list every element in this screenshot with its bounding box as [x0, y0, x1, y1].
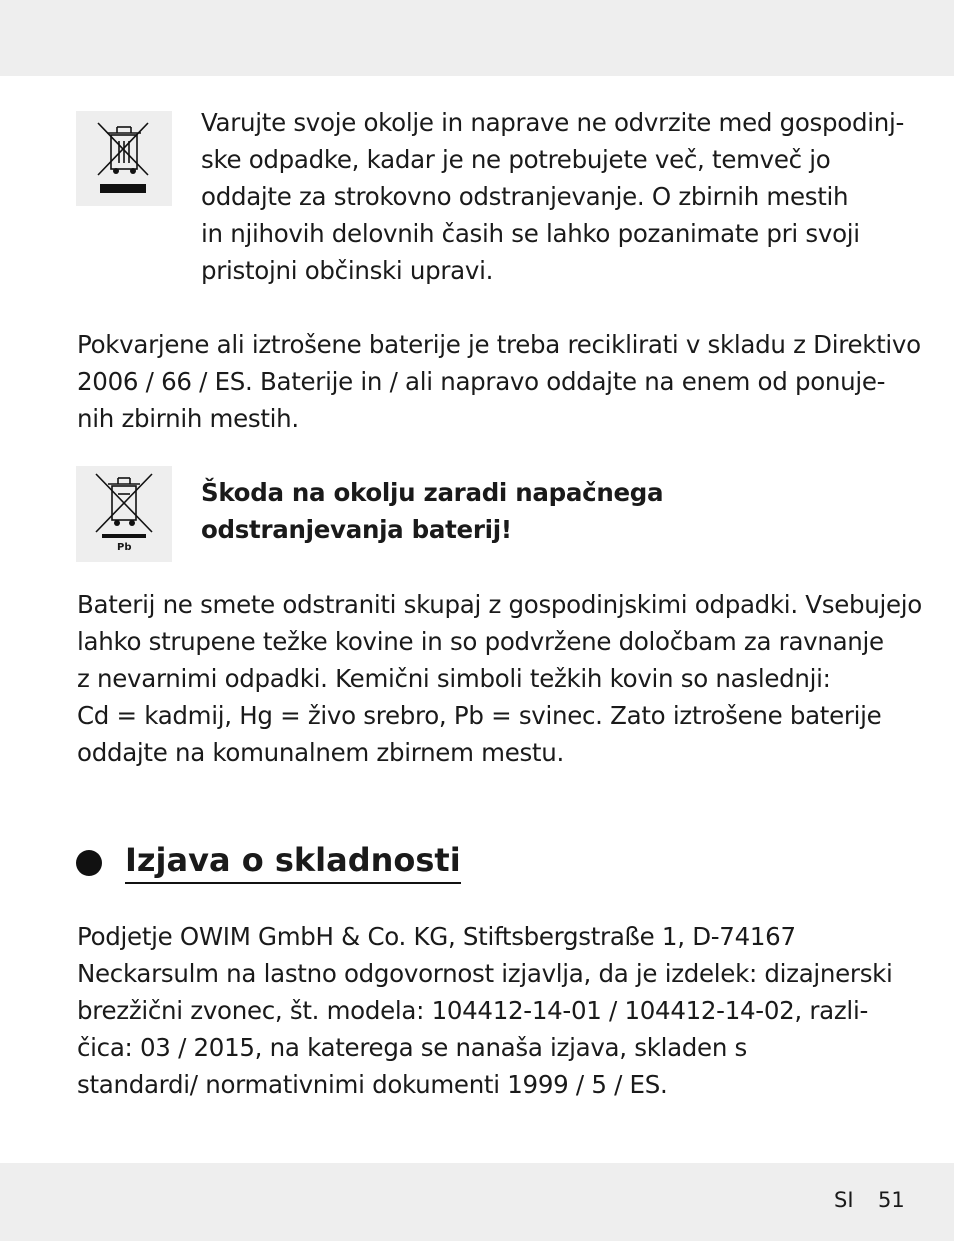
crossed-out-wheelie-bin-icon [76, 111, 172, 206]
heavy-metals-paragraph: Baterij ne smete odstraniti skupaj z gospodinjskimi odpadki. Vsebujejo lahko strupene težke kovine in so podvržene določbam za ravnanje z nevarnimi odpadki. Kemični simboli težkih kovin so naslednji: Cd = kadmij, Hg = živo srebro, Pb = svinec. Zato iztrošene baterije oddajte na komunalnem zbirnem mestu. [77, 590, 922, 767]
top-band [0, 0, 954, 76]
disposal-paragraph: Varujte svoje okolje in naprave ne odvrzite med gospodinj- ske odpadke, kadar je ne potrebujete več, temveč jo oddajte za strokovno odstranjevanje. O zbirnih mestih in njihovih delovnih časih se lahko pozanimate pri svoji pristojni občinski upravi. [201, 108, 904, 285]
footer-language: SI [834, 1188, 854, 1212]
declaration-paragraph: Podjetje OWIM GmbH & Co. KG, Stiftsbergstraße 1, D-74167 Neckarsulm na lastno odgovornost izjavlja, da je izdelek: dizajnerski brezžični zvonec, št. modela: 104412-14-01 / 104412-14-02, razli- čica: 03 / 2015, na katerega se nanaša izjava, skladen s standardi/ normativnimi dokumenti 1999 / 5 / ES. [77, 922, 893, 1099]
battery-warning: Škoda na okolju zaradi napačnega odstranjevanja baterij! [201, 478, 664, 544]
battery-recycling-paragraph: Pokvarjene ali iztrošene baterije je treba reciklirati v skladu z Direktivo 2006 / 66 / ES. Baterije in / ali napravo oddajte na enem od ponuje- nih zbirnih mestih. [77, 330, 921, 433]
pb-label: Pb [117, 542, 132, 553]
footer-page-number: 51 [878, 1188, 905, 1212]
page-title: Izjava o skladnosti [125, 838, 461, 884]
heading-bullet-icon [76, 850, 102, 876]
bottom-band [0, 1163, 954, 1241]
weee-icon-box [76, 111, 172, 206]
battery-icon-box [76, 466, 172, 562]
